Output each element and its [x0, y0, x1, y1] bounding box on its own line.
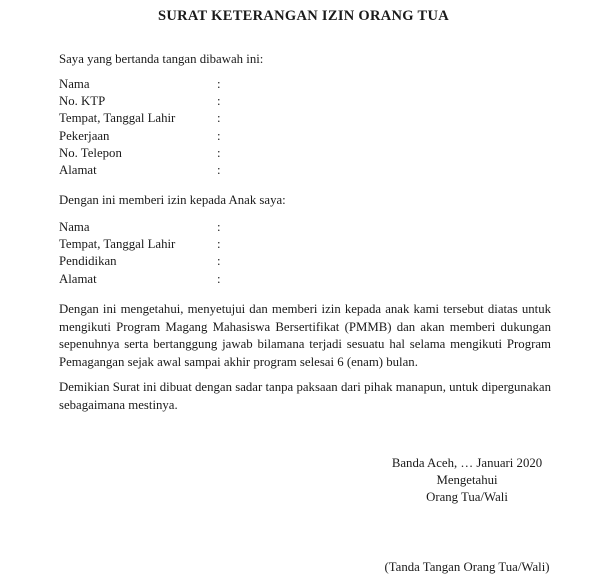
field-separator: :	[217, 77, 221, 91]
field-label: Nama	[59, 220, 90, 234]
child-fields-section	[59, 219, 551, 288]
field-label: Alamat	[59, 271, 97, 286]
parent-fields-body	[59, 76, 231, 179]
field-label: Alamat	[59, 163, 97, 178]
field-separator: :	[217, 128, 221, 143]
table-row	[59, 110, 231, 127]
child-fields-table	[59, 219, 231, 288]
parent-intro-text: Saya yang bertanda tangan dibawah ini:	[59, 52, 264, 66]
table-row	[59, 76, 231, 93]
table-row	[59, 145, 231, 162]
field-separator: :	[217, 271, 221, 286]
field-label: Tempat, Tanggal Lahir	[59, 111, 176, 126]
table-row	[59, 253, 231, 270]
signature-acknowledgement: Mengetahui	[436, 473, 498, 488]
child-fields-body	[59, 219, 231, 288]
field-separator: :	[217, 254, 221, 269]
table-row	[59, 236, 231, 253]
field-label: Pekerjaan	[59, 128, 110, 143]
field-label: No. Telepon	[59, 145, 122, 160]
signature-role: Orang Tua/Wali	[426, 490, 508, 505]
field-label: Tempat, Tanggal Lahir	[59, 237, 176, 252]
field-separator: :	[217, 145, 221, 160]
field-separator: :	[217, 163, 221, 178]
signature-block	[342, 455, 592, 507]
parent-fields-table	[59, 76, 231, 179]
field-separator: :	[217, 237, 221, 252]
page-title: SURAT KETERANGAN IZIN ORANG TUA	[158, 8, 449, 24]
declaration-paragraph: Dengan ini mengetahui, menyetujui dan memberi izin kepada anak kami tersebut diatas untuk mengikuti Program Magang Mahasiswa Bersertifikat (PMMB) dan akan memberi dukungan sepenuhnya serta bertanggung jawab bilamana terjadi sesuatu hal selama mengikuti Program Pemagangan sejak awal sampai akhir program selesai 6 (enam) bulan.	[59, 302, 551, 369]
table-row	[59, 162, 231, 179]
parent-fields-section	[59, 76, 551, 179]
field-separator: :	[217, 111, 221, 126]
field-label: No. KTP	[59, 94, 106, 109]
table-row	[59, 93, 231, 110]
table-row	[59, 219, 231, 236]
table-row	[59, 271, 231, 288]
child-intro-text: Dengan ini memberi izin kepada Anak saya:	[59, 193, 286, 207]
table-row	[59, 128, 231, 145]
closing-paragraph: Demikian Surat ini dibuat dengan sadar tanpa paksaan dari pihak manapun, untuk dipergunakan sebagaimana mestinya.	[59, 380, 551, 412]
field-separator: :	[217, 94, 221, 109]
field-label: Nama	[59, 77, 90, 91]
field-separator: :	[217, 220, 221, 234]
signature-place-date: Banda Aceh, … Januari 2020	[391, 456, 543, 470]
field-label: Pendidikan	[59, 254, 117, 269]
signature-caption: (Tanda Tangan Orang Tua/Wali)	[384, 560, 550, 574]
